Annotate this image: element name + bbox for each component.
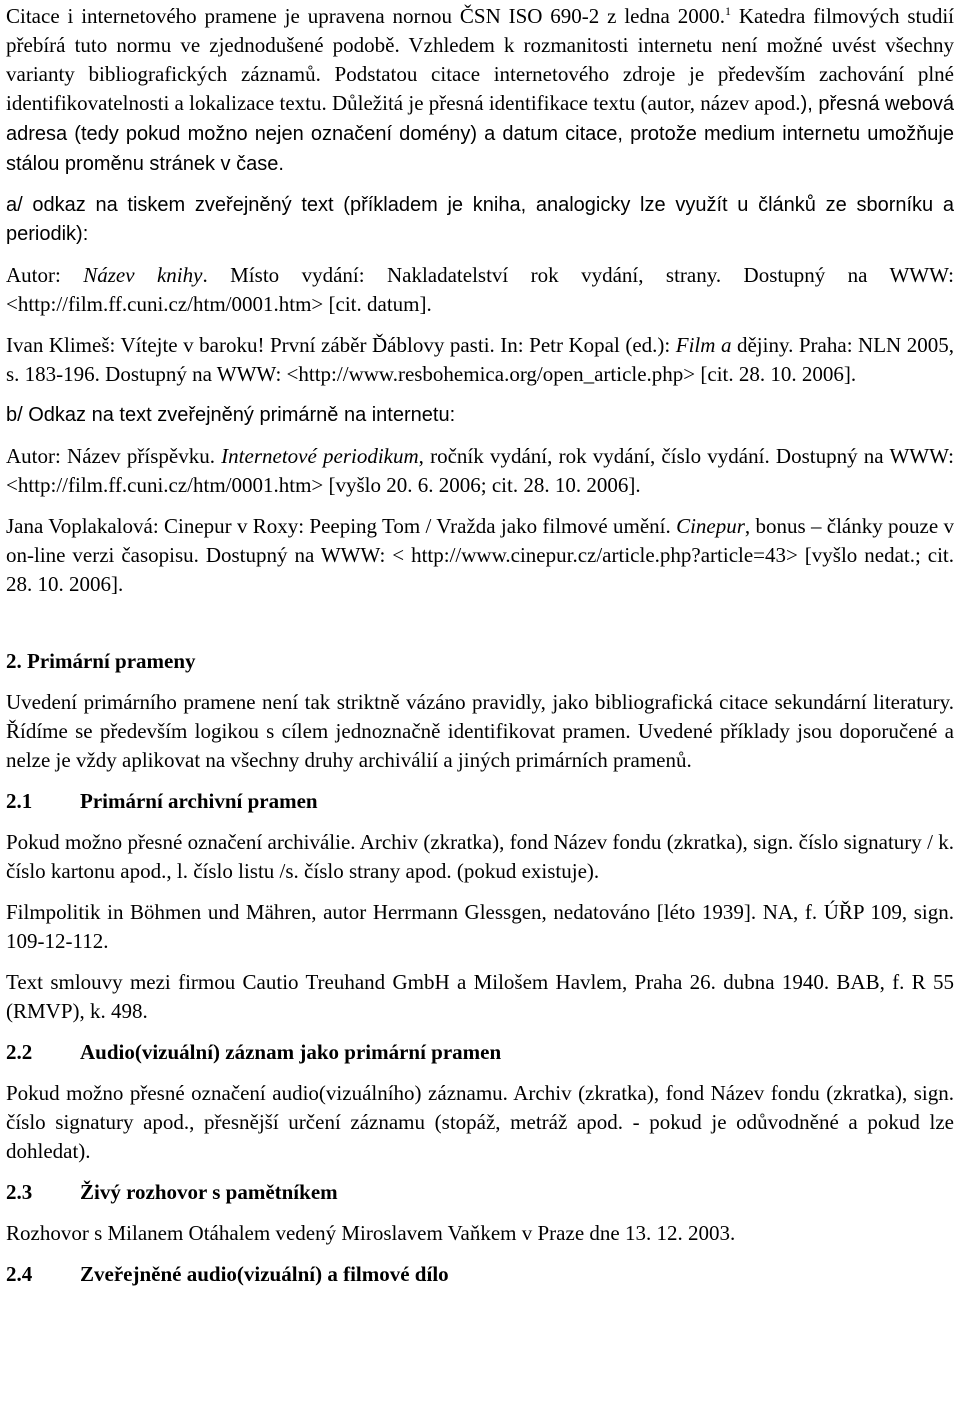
periodical-title: Cinepur <box>676 514 745 538</box>
section-2-1-example-1: Filmpolitik in Böhmen und Mähren, autor Herrmann Glessgen, nedatováno [léto 1939]. NA, f. ÚŘP 109, sign. 109-12-112. <box>6 900 954 953</box>
section-number: 2.1 <box>6 789 33 813</box>
section-b-template: Autor: Název příspěvku. Internetové periodikum, ročník vydání, rok vydání, číslo vydání. Dostupný na WWW: <http://film.ff.cuni.cz/htm/0001.htm> [vyšlo 20. 6. 2006; cit. 28. 10. 2006]. <box>6 444 954 497</box>
section-2-4-heading <box>6 1260 954 1289</box>
section-number: 2.2 <box>6 1040 33 1064</box>
section-a-example: Ivan Klimeš: Vítejte v baroku! První záběr Ďáblovy pasti. In: Petr Kopal (ed.): Film a dějiny. Praha: NLN 2005, s. 183-196. Dostupný na WWW: <http://www.resbohemica.org/open_article.php> [cit. 28. 10. 2006]. <box>6 333 954 386</box>
section-2-1-body: Pokud možno přesné označení archiválie. Archiv (zkratka), fond Název fondu (zkratka), sign. číslo signatury / k. číslo kartonu apod., l. číslo listu /s. číslo strany apod. (pokud existuje). <box>6 830 954 883</box>
periodical-placeholder: Internetové periodikum <box>221 444 419 468</box>
section-a-heading: a/ odkaz na tiskem zveřejněný text (příkladem je kniha, analogicky lze využít u článků ze sborníku a periodik): <box>6 194 954 245</box>
section-2-2-body: Pokud možno přesné označení audio(vizuálního) záznamu. Archiv (zkratka), fond Název fondu (zkratka), sign. číslo signatury apod., přesnější určení záznamu (stopáž, metráž apod. - pokud je odůvodněné a pokud lze dohledat). <box>6 1081 954 1163</box>
section-2-1-heading <box>6 787 954 816</box>
section-b-heading: b/ Odkaz na text zveřejněný primárně na internetu: <box>6 404 456 426</box>
intro-sentence-3: ), přesná webová adresa (tedy pokud možno nejen označení domény) a datum citace, protože medium internetu umožňuje stálou proměnu stránek v čase. <box>6 93 954 175</box>
footnote-mark[interactable]: 1 <box>724 4 731 18</box>
section-title: Primární archivní pramen <box>80 789 318 813</box>
intro-paragraph <box>6 2 954 179</box>
book-title: Film a <box>675 333 732 357</box>
section-2-body: Uvedení primárního pramene není tak striktně vázáno pravidly, jako bibliografická citace sekundární literatury. Řídíme se především logikou s cílem jednoznačně identifikovat pramen. Uvedené příklady jsou doporučené a nelze je vždy aplikovat na všechny druhy archiválií a jiných primárních pramenů. <box>6 690 954 772</box>
section-number: 2.4 <box>6 1262 33 1286</box>
section-2-2-heading <box>6 1038 954 1067</box>
intro-sentence-2: Katedra filmových studií přebírá tuto normu ve zjednodušené podobě. Vzhledem k rozmanitosti internetu není možné uvést všechny varianty bibliografických záznamů. Podstatou citace internetového zdroje je především zachování plné identifikovatelnosti a lokalizace textu. Důležitá je přesná identifikace textu (autor, název apod. <box>6 4 954 115</box>
section-2-3-body: Rozhovor s Milanem Otáhalem vedený Miroslavem Vaňkem v Praze dne 13. 12. 2003. <box>6 1221 736 1245</box>
section-2-heading: 2. Primární prameny <box>6 649 196 673</box>
section-a-template: Autor: Název knihy. Místo vydání: Nakladatelství rok vydání, strany. Dostupný na WWW: <http://film.ff.cuni.cz/htm/0001.htm> [cit. datum]. <box>6 263 954 316</box>
section-2-3-heading <box>6 1178 954 1207</box>
book-title-placeholder: Název knihy <box>83 263 203 287</box>
spacer <box>6 611 954 647</box>
section-2-1-example-2: Text smlouvy mezi firmou Cautio Treuhand GmbH a Milošem Havlem, Praha 26. dubna 1940. BAB, f. R 55 (RMVP), k. 498. <box>6 970 954 1023</box>
section-title: Zveřejněné audio(vizuální) a filmové dílo <box>80 1262 449 1286</box>
section-title: Živý rozhovor s pamětníkem <box>80 1180 338 1204</box>
intro-sentence-1: Citace i internetového pramene je upravena nornou ČSN ISO 690-2 z ledna 2000. <box>6 4 725 28</box>
section-b-example: Jana Voplakalová: Cinepur v Roxy: Peeping Tom / Vražda jako filmové umění. Cinepur, bonus – články pouze v on-line verzi časopisu. Dostupný na WWW: < http://www.cinepur.cz/article.php?article=43> [vyšlo nedat.; cit. 28. 10. 2006]. <box>6 514 954 596</box>
section-title: Audio(vizuální) záznam jako primární pramen <box>80 1040 502 1064</box>
section-number: 2.3 <box>6 1180 33 1204</box>
